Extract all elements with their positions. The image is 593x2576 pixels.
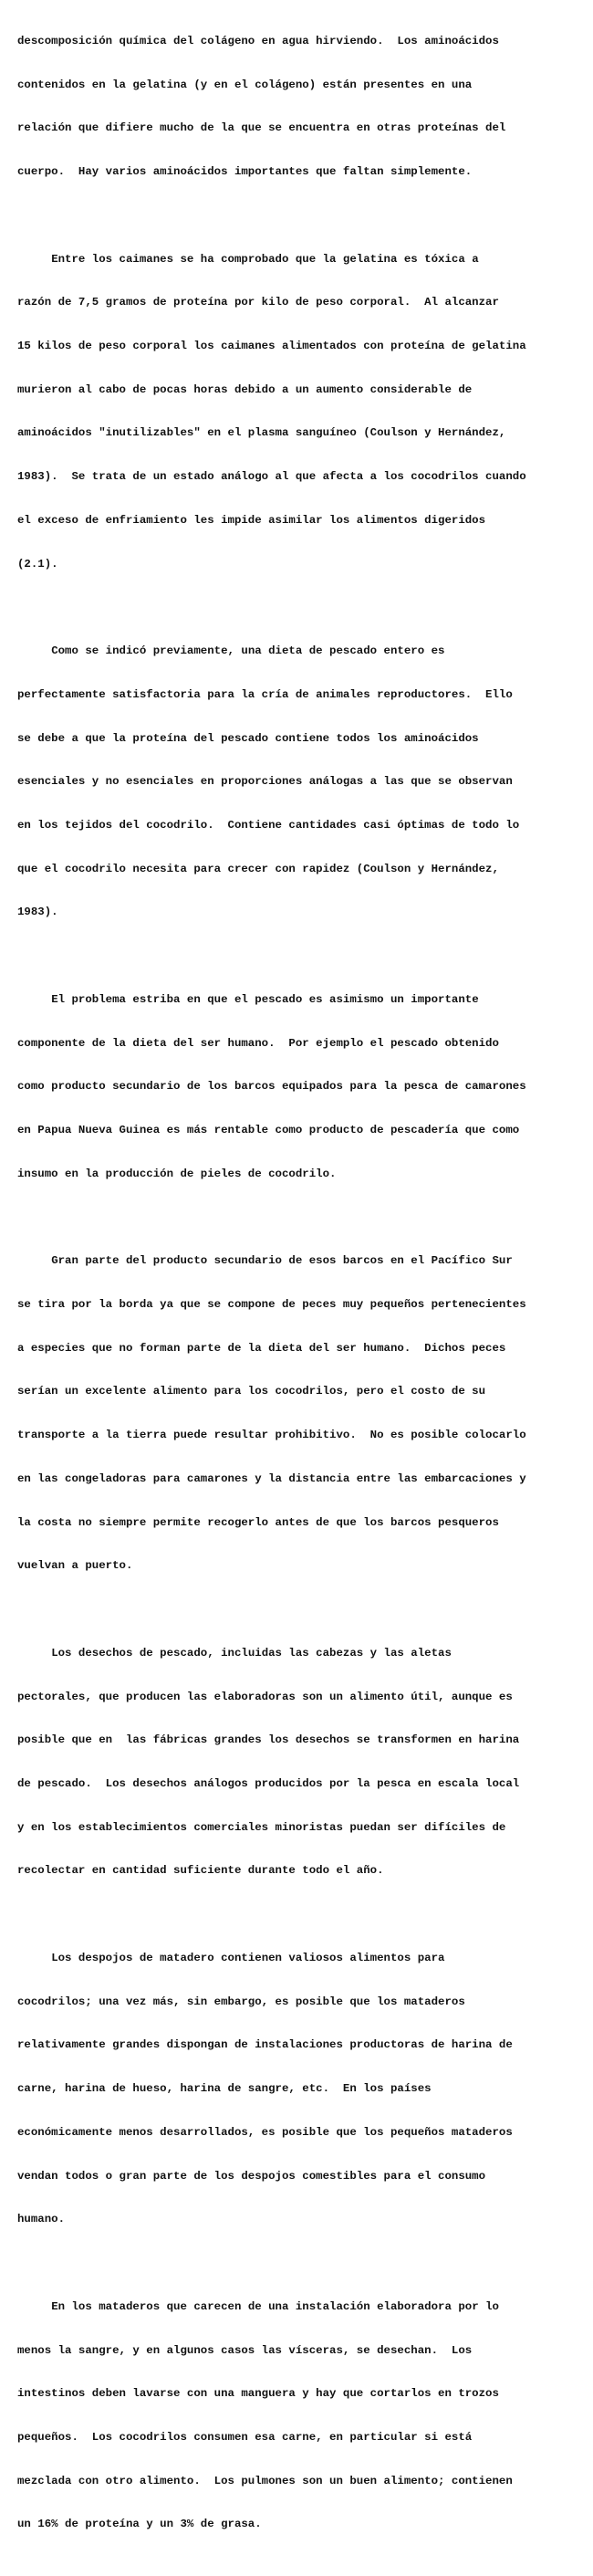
text-line: y en los establecimientos comerciales minoristas puedan ser difíciles de bbox=[17, 1820, 506, 1834]
text-line: posible que en las fábricas grandes los desechos se transformen en harina bbox=[17, 1733, 520, 1747]
text-line: aminoácidos "inutilizables" en el plasma sanguíneo (Coulson y Hernández, bbox=[17, 426, 506, 440]
text-line: El problema estriba en que el pescado es asimismo un importante bbox=[17, 992, 479, 1006]
text-line: serían un excelente alimento para los cocodrilos, pero el costo de su bbox=[17, 1385, 486, 1398]
text-line: la costa no siempre permite recogerlo antes de que los barcos pesqueros bbox=[17, 1515, 499, 1529]
paragraph-gelatin-composition bbox=[17, 5, 585, 209]
text-line: Gran parte del producto secundario de esos barcos en el Pacífico Sur bbox=[17, 1254, 513, 1268]
text-line: 1983). bbox=[17, 906, 58, 919]
text-line: razón de 7,5 gramos de proteína por kilo de peso corporal. Al alcanzar bbox=[17, 296, 499, 309]
text-line: que el cocodrilo necesita para crecer con rapidez (Coulson y Hernández, bbox=[17, 862, 499, 875]
text-line: el exceso de enfriamiento les impide asimilar los alimentos digeridos bbox=[17, 513, 486, 527]
paragraph-slaughterhouse-offal bbox=[17, 1922, 585, 2257]
text-line: vendan todos o gran parte de los despojos comestibles para el consumo bbox=[17, 2169, 486, 2183]
text-line: vuelvan a puerto. bbox=[17, 1559, 133, 1573]
document-page bbox=[17, 5, 585, 2576]
text-line: carne, harina de hueso, harina de sangre, etc. En los países bbox=[17, 2082, 432, 2096]
text-line: componente de la dieta del ser humano. Por ejemplo el pescado obtenido bbox=[17, 1036, 499, 1050]
text-line: cuerpo. Hay varios aminoácidos importantes que faltan simplemente. bbox=[17, 164, 473, 178]
paragraph-fish-waste bbox=[17, 1618, 585, 1908]
paragraph-bycatch-pacific bbox=[17, 1226, 585, 1604]
text-line: Como se indicó previamente, una dieta de pescado entero es bbox=[17, 644, 445, 658]
text-line: económicamente menos desarrollados, es posible que los pequeños mataderos bbox=[17, 2125, 513, 2139]
text-line: En los mataderos que carecen de una instalación elaboradora por lo bbox=[17, 2299, 499, 2313]
text-line: intestinos deben lavarse con una manguera y hay que cortarlos en trozos bbox=[17, 2387, 499, 2401]
text-line: insumo en la producción de pieles de cocodrilo. bbox=[17, 1167, 337, 1180]
text-line: Entre los caimanes se ha comprobado que la gelatina es tóxica a bbox=[17, 252, 479, 266]
paragraph-whole-fish-diet bbox=[17, 615, 585, 949]
text-line: recolectar en cantidad suficiente durante todo el año. bbox=[17, 1864, 384, 1878]
text-line: transporte a la tierra puede resultar prohibitivo. No es posible colocarlo bbox=[17, 1429, 526, 1442]
text-line: esenciales y no esenciales en proporciones análogas a las que se observan bbox=[17, 775, 513, 789]
text-line: menos la sangre, y en algunos casos las vísceras, se desechan. Los bbox=[17, 2343, 473, 2357]
text-line: en Papua Nueva Guinea es más rentable como producto de pescadería que como bbox=[17, 1124, 520, 1137]
text-line: como producto secundario de los barcos equipados para la pesca de camarones bbox=[17, 1080, 526, 1094]
text-line: contenidos en la gelatina (y en el colágeno) están presentes en una bbox=[17, 78, 473, 91]
text-line: a especies que no forman parte de la dieta del ser humano. Dichos peces bbox=[17, 1341, 506, 1355]
text-line: de pescado. Los desechos análogos producidos por la pesca en escala local bbox=[17, 1777, 520, 1791]
text-line: cocodrilos; una vez más, sin embargo, es posible que los mataderos bbox=[17, 1995, 465, 2008]
text-line: en las congeladoras para camarones y la distancia entre las embarcaciones y bbox=[17, 1471, 526, 1485]
text-line: pectorales, que producen las elaboradoras son un alimento útil, aunque es bbox=[17, 1690, 513, 1703]
text-line: Los desechos de pescado, incluidas las cabezas y las aletas bbox=[17, 1646, 452, 1660]
text-line: murieron al cabo de pocas horas debido a un aumento considerable de bbox=[17, 382, 473, 396]
text-line: un 16% de proteína y un 3% de grasa. bbox=[17, 2518, 262, 2531]
text-line: en los tejidos del cocodrilo. Contiene cantidades casi óptimas de todo lo bbox=[17, 818, 520, 832]
text-line: humano. bbox=[17, 2213, 66, 2226]
text-line: se debe a que la proteína del pescado contiene todos los aminoácidos bbox=[17, 731, 479, 745]
text-line: pequeños. Los cocodrilos consumen esa carne, en particular si está bbox=[17, 2431, 473, 2444]
text-line: descomposición química del colágeno en agua hirviendo. Los aminoácidos bbox=[17, 34, 499, 47]
paragraph-caimans-gelatin bbox=[17, 224, 585, 602]
text-line: perfectamente satisfactoria para la cría de animales reproductores. Ello bbox=[17, 687, 513, 701]
text-line: mezclada con otro alimento. Los pulmones son un buen alimento; contienen bbox=[17, 2474, 513, 2487]
text-line: (2.1). bbox=[17, 557, 58, 571]
text-line: relativamente grandes dispongan de instalaciones productoras de harina de bbox=[17, 2038, 513, 2052]
text-line: relación que difiere mucho de la que se encuentra en otras proteínas del bbox=[17, 121, 506, 135]
text-line: se tira por la borda ya que se compone de peces muy pequeños pertenecientes bbox=[17, 1298, 526, 1312]
text-line: Los despojos de matadero contienen valiosos alimentos para bbox=[17, 1952, 445, 1964]
text-line: 15 kilos de peso corporal los caimanes alimentados con proteína de gelatina bbox=[17, 339, 526, 352]
text-line: 1983). Se trata de un estado análogo al que afecta a los cocodrilos cuando bbox=[17, 470, 526, 484]
paragraph-fish-human-diet bbox=[17, 964, 585, 1210]
paragraph-slaughterhouse-waste bbox=[17, 2271, 585, 2561]
